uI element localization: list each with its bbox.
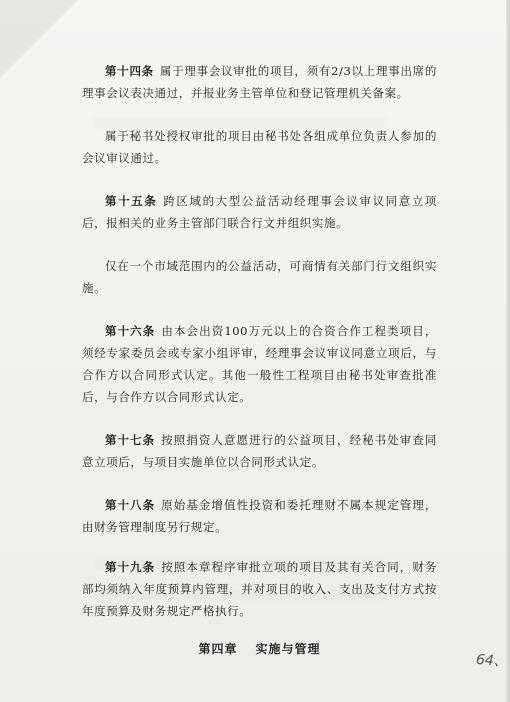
article-text: 按照本章程序审批立项的项目及其有关合同，财务部均须纳入年度预算内管理，并对项目的收入、支出及支付方式按年度预算及财务规定严格执行。: [82, 560, 437, 618]
article-number: 第十六条: [105, 324, 156, 338]
paragraph-article-14-cont: [82, 125, 437, 169]
paragraph-article-16: [82, 320, 437, 408]
article-number: 第十七条: [105, 433, 156, 447]
chapter-number: 第四章: [198, 642, 238, 656]
paragraph-article-17: [82, 429, 437, 473]
article-number: 第十九条: [105, 560, 156, 574]
handwritten-page-number: 64、: [475, 651, 509, 671]
paragraph-article-18: [82, 494, 437, 538]
paragraph-article-19: [82, 556, 437, 622]
folded-corner: [0, 0, 78, 78]
document-body: [82, 60, 437, 657]
article-text: 属于理事会议审批的项目，须有2/3以上理事出席的理事会议表决通过，并报业务主管单位和登记管理机关备案。: [82, 64, 438, 100]
article-number: 第十四条: [105, 64, 154, 78]
article-number: 第十八条: [105, 498, 156, 512]
article-text: 跨区域的大型公益活动经理事会议审议同意立项后，报相关的业务主管部门联合行文并组织实施。: [82, 194, 437, 230]
article-number: 第十五条: [105, 194, 158, 208]
article-text: 仅在一个市域范围内的公益活动，可商情有关部门行文组织实施。: [82, 259, 437, 295]
chapter-title: 实施与管理: [255, 642, 321, 656]
paragraph-article-15-cont: [82, 255, 437, 299]
chapter-heading: [82, 640, 437, 657]
article-text: 原始基金增值性投资和委托理财不属本规定管理，由财务管理制度另行规定。: [82, 498, 437, 534]
paragraph-article-14: [82, 60, 437, 104]
paragraph-article-15: [82, 190, 437, 234]
article-text: 按照捐资人意愿进行的公益项目，经秘书处审查同意立项后，与项目实施单位以合同形式认定。: [82, 433, 437, 469]
article-text: 属于秘书处授权审批的项目由秘书处各组成单位负责人参加的会议审议通过。: [82, 129, 437, 165]
scan-edge: [506, 0, 510, 702]
article-text: 由本会出资100万元以上的合资合作工程类项目，须经专家委员会或专家小组评审，经理事会议审议同意立项后，与合作方以合同形式认定。其他一般性工程项目由秘书处审查批准后，与合作方以合同形式认定。: [82, 324, 437, 404]
